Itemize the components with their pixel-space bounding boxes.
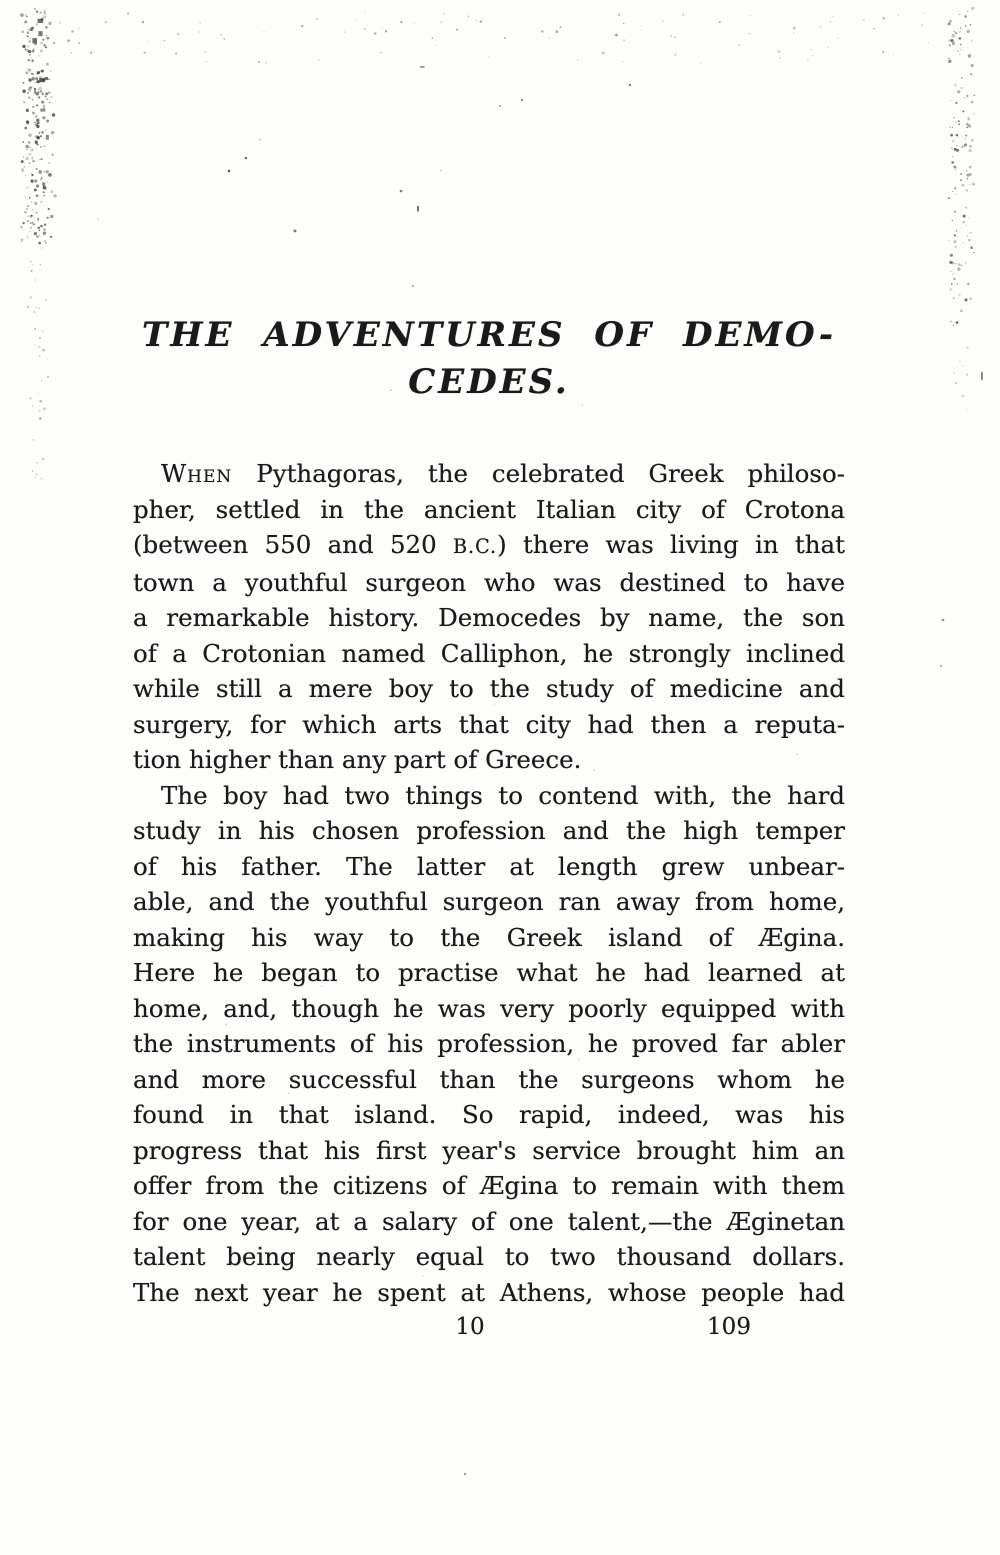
text-line: surgery, for which arts that city had then a reputa- bbox=[133, 709, 845, 739]
text-line: found in that island. So rapid, indeed, was his bbox=[133, 1100, 845, 1129]
text-line: (between 550 and 520 B.C.) there was living in that bbox=[133, 530, 845, 559]
text-line: pher, settled in the ancient Italian city of Crotona bbox=[133, 494, 845, 524]
text-line: Here he began to practise what he had learned at bbox=[133, 958, 845, 987]
text-line: and more successful than the surgeons whom he bbox=[133, 1064, 845, 1094]
text-line: home, and, though he was very poorly equipped with bbox=[133, 993, 845, 1023]
chapter-title bbox=[133, 312, 845, 406]
text-line: offer from the citizens of Ægina to remain with them bbox=[133, 1171, 845, 1200]
text-line: making his way to the Greek island of Ægina. bbox=[133, 922, 845, 952]
text-line: for one year, at a salary of one talent,—the Æginetan bbox=[133, 1206, 845, 1236]
text-line: able, and the youthful surgeon ran away from home, bbox=[133, 887, 845, 916]
chapter-title-line-1: THE ADVENTURES OF DEMO- bbox=[142, 315, 836, 355]
text-line: a remarkable history. Democedes by name, the son bbox=[133, 603, 845, 632]
page-footer bbox=[133, 1314, 845, 1346]
text-line: talent being nearly equal to two thousand dollars. bbox=[133, 1242, 845, 1271]
text-line: of a Crotonian named Calliphon, he strongly inclined bbox=[133, 638, 845, 668]
text-line: When Pythagoras, the celebrated Greek philoso- bbox=[161, 459, 845, 488]
text-line: tion higher than any part of Greece. bbox=[133, 745, 582, 774]
signature-number: 10 bbox=[455, 1314, 485, 1340]
text-line: progress that his first year's service brought him an bbox=[133, 1135, 845, 1165]
text-line: The boy had two things to contend with, the hard bbox=[161, 780, 845, 810]
text-line: the instruments of his profession, he proved far abler bbox=[133, 1029, 845, 1058]
text-line: while still a mere boy to the study of medicine and bbox=[133, 674, 845, 703]
text-line: of his father. The latter at length grew unbear- bbox=[133, 851, 845, 881]
page-number: 109 bbox=[707, 1314, 751, 1340]
text-line: study in his chosen profession and the high temper bbox=[133, 816, 845, 845]
text-line: The next year he spent at Athens, whose people had bbox=[133, 1277, 845, 1307]
body-text bbox=[133, 456, 845, 1310]
text-line: town a youthful surgeon who was destined to have bbox=[133, 567, 845, 597]
chapter-title-line-2: CEDES. bbox=[408, 362, 570, 402]
